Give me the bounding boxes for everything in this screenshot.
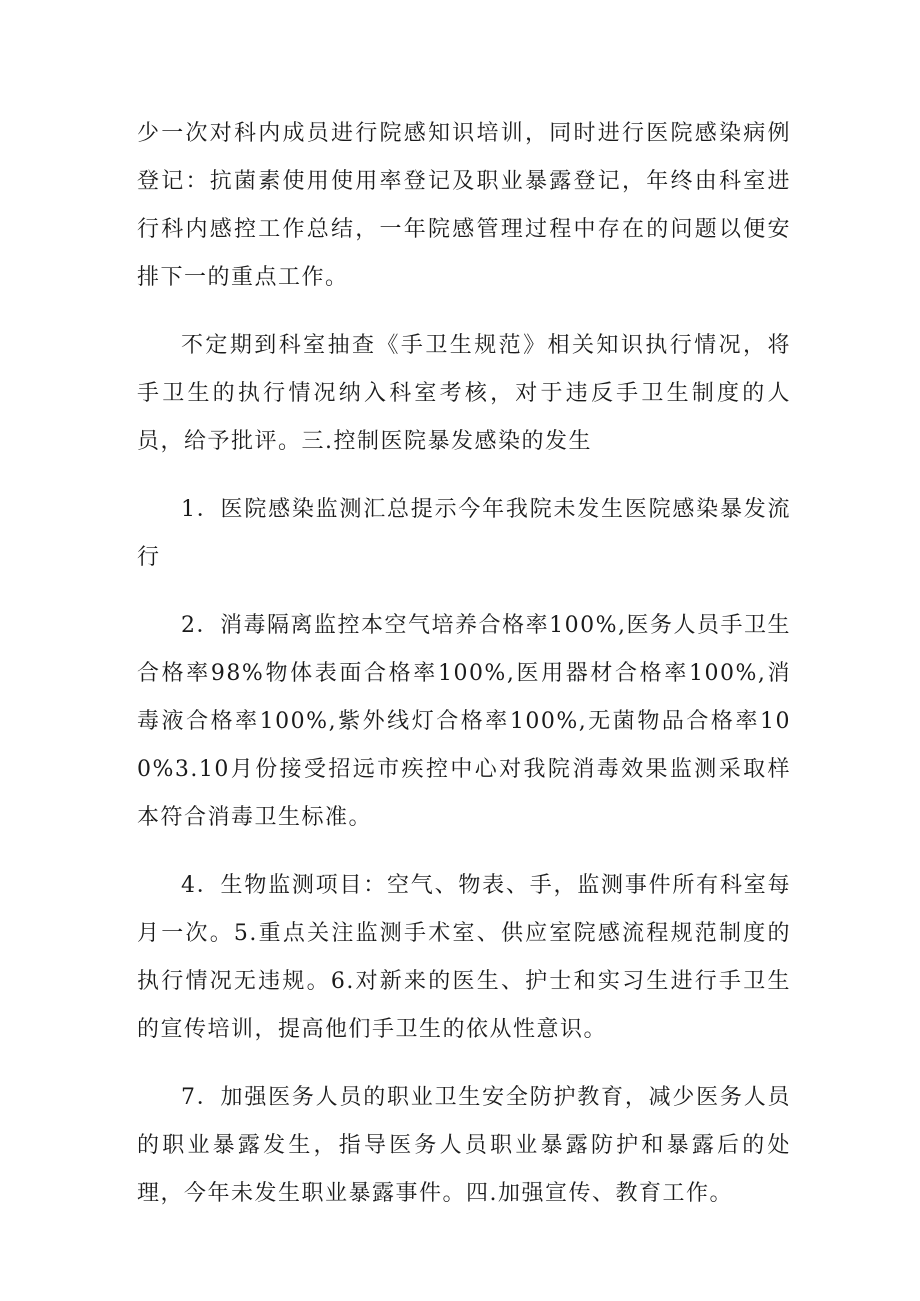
- paragraph-4: 2．消毒隔离监控本空气培养合格率100%,医务人员手卫生合格率98%物体表面合格率100%,医用器材合格率100%,消毒液合格率100%,紫外线灯合格率100%,无菌物品合格率100%3.10月份接受招远市疾控中心对我院消毒效果监测采取样本符合消毒卫生标准。: [137, 613, 791, 830]
- paragraph-2: 不定期到科室抽查《手卫生规范》相关知识执行情况，将手卫生的执行情况纳入科室考核，对于违反手卫生制度的人员，给予批评。三.控制医院暴发感染的发生: [137, 333, 791, 454]
- paragraph-3: 1．医院感染监测汇总提示今年我院未发生医院感染暴发流行: [137, 497, 791, 570]
- document-body: [137, 110, 791, 1238]
- paragraph-1: 少一次对科内成员进行院感知识培训，同时进行医院感染病例登记：抗菌素使用使用率登记及职业暴露登记，年终由科室进行科内感控工作总结，一年院感管理过程中存在的问题以便安排下一的重点工作。: [137, 121, 791, 290]
- paragraph-6: 7．加强医务人员的职业卫生安全防护教育，减少医务人员的职业暴露发生，指导医务人员职业暴露防护和暴露后的处理，今年未发生职业暴露事件。四.加强宣传、教育工作。: [137, 1085, 791, 1206]
- paragraph-5: 4．生物监测项目：空气、物表、手，监测事件所有科室每月一次。5.重点关注监测手术室、供应室院感流程规范制度的执行情况无违规。6.对新来的医生、护士和实习生进行手卫生的宣传培训，提高他们手卫生的依从性意识。: [137, 873, 791, 1042]
